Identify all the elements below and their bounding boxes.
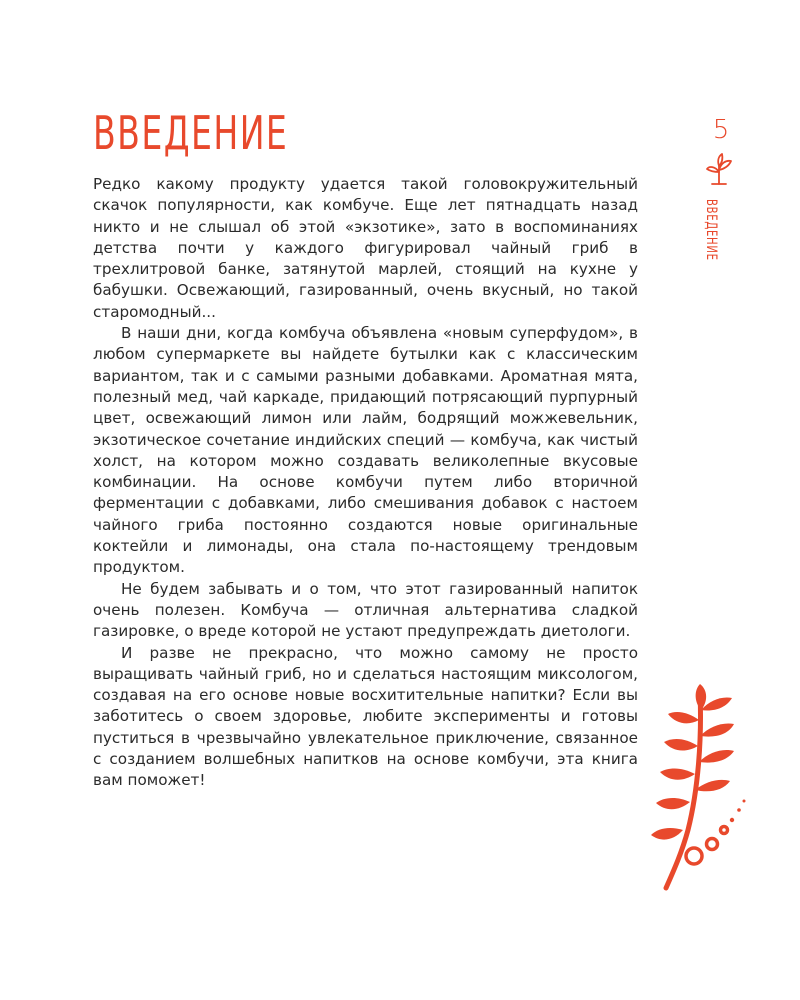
paragraph: Не будем забывать и о том, что этот газированный напиток очень полезен. Комбуча — отличная альтернатива сладкой газировке, о вреде которой не устают предупреждать диетологи. — [93, 579, 638, 641]
leafy-branch-ornament — [648, 680, 760, 895]
body-text — [93, 174, 638, 792]
paragraph: В наши дни, когда комбуча объявлена «новым суперфудом», в любом супермаркете вы найдете бутылки как с классическим вариантом, так и с самыми разными добавками. Ароматная мята, полезный мед, чай каркаде, придающий потрясающий пурпурный цвет, освежающий лимон или лайм, бодрящий можжевельник, экзотическое сочетание индийских специй — комбуча, как чистый холст, на котором можно создавать великолепные вкусовые комбинации. На основе комбучи путем либо вторичной ферментации с добавками, либо смешивания добавок с настоем чайного гриба постоянно создаются новые оригинальные коктейли и лимонады, она стала по-настоящему трендовым продуктом. — [93, 324, 638, 577]
running-head — [703, 199, 737, 281]
page-title: ВВЕДЕНИЕ — [93, 106, 289, 160]
kombucha-flower-icon — [704, 152, 734, 186]
running-head-text: ВВЕДЕНИЕ — [703, 199, 719, 261]
paragraph: Редко какому продукту удается такой головокружительный скачок популярности, как комбуче. Еще лет пятнадцать назад никто и не слышал об этой «экзотике», зато в воспоминаниях детства почти у каждого фигурировал чайный гриб в трехлитровой банке, затянутой марлей, стоящий на кухне у бабушки. Освежающий, газированный, очень вкусный, но такой старомодный... — [93, 175, 638, 321]
page-number: 5 — [712, 115, 730, 145]
paragraph: И разве не прекрасно, что можно самому не просто выращивать чайный гриб, но и сделаться настоящим миксологом, создавая на его основе новые восхитительные напитки? Если вы заботитесь о своем здоровье, любите эксперименты и готовы пуститься в чрезвычайно увлекательное приключение, связанное с созданием волшебных напитков на основе комбучи, эта книга вам поможет! — [93, 643, 638, 790]
